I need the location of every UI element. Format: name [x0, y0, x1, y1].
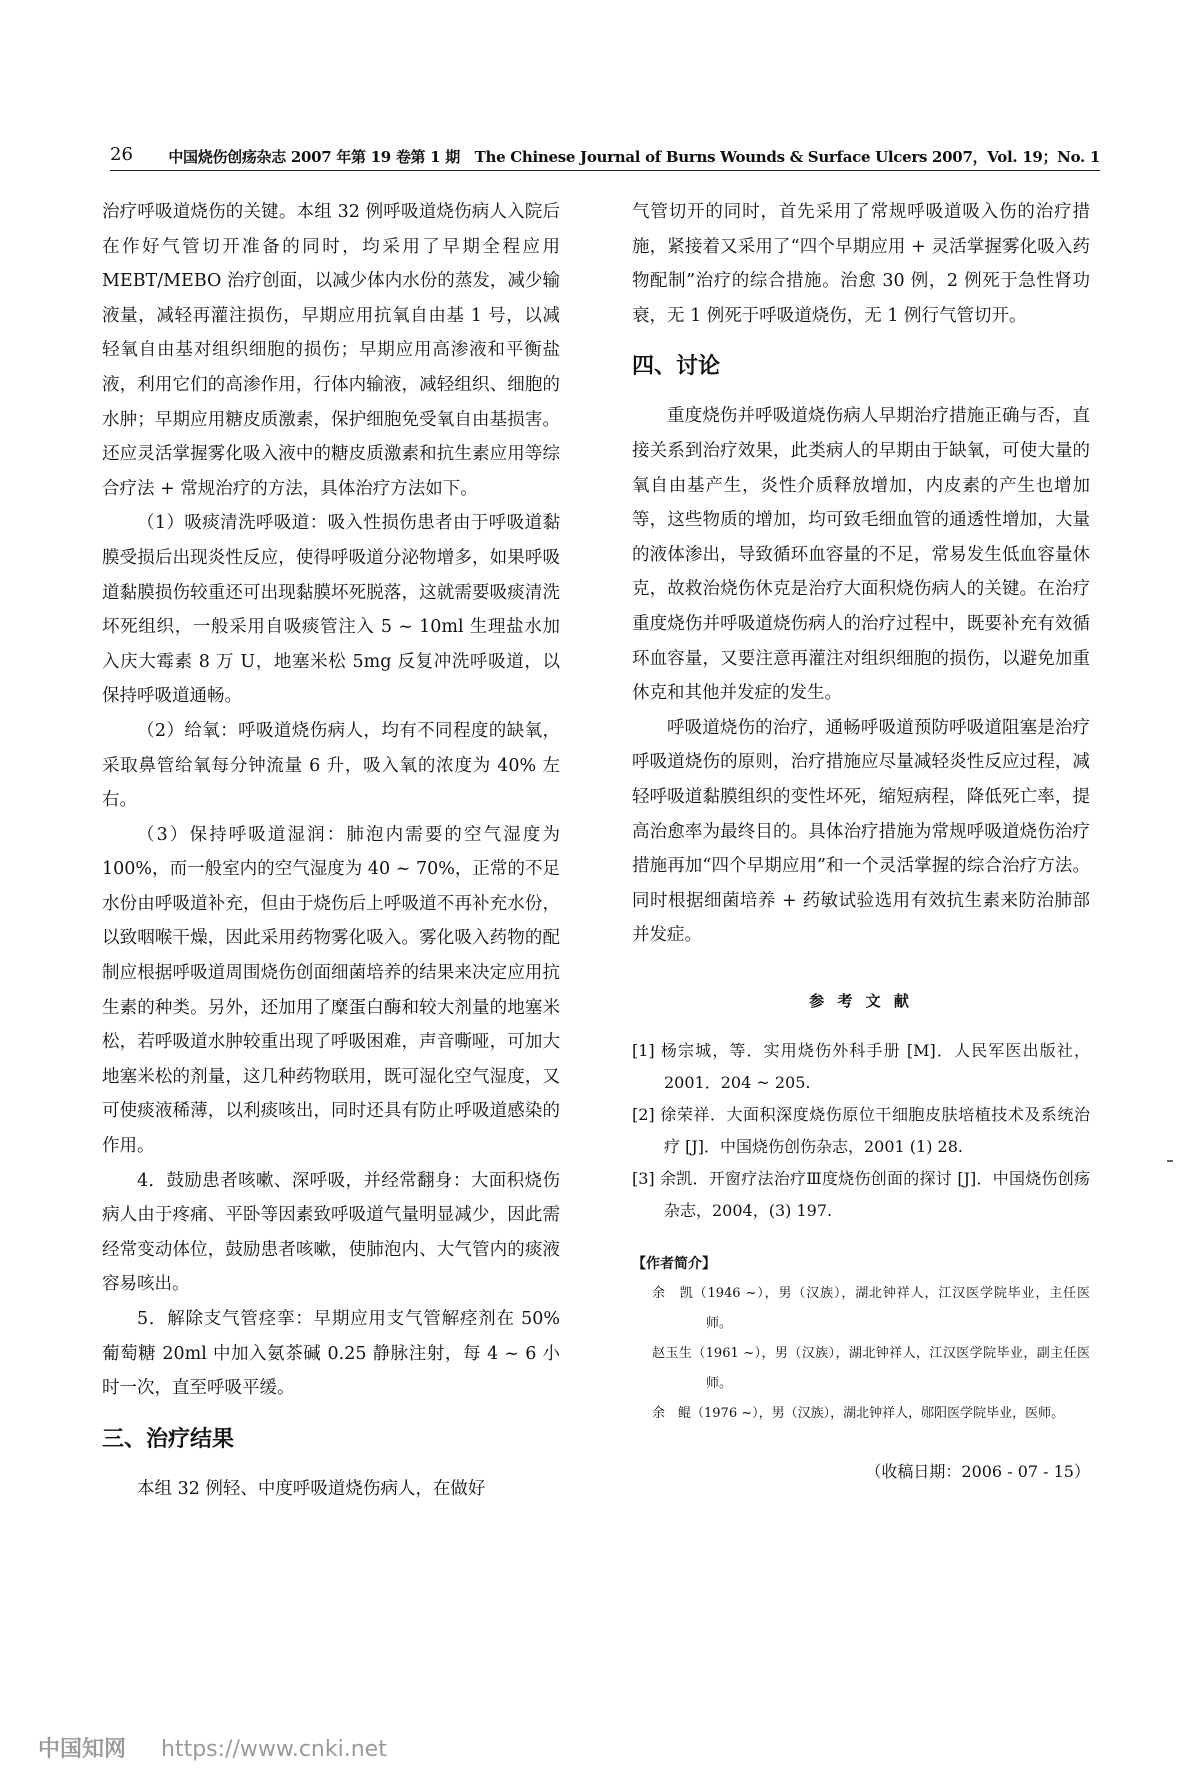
right-p-2: 重度烧伤并呼吸道烧伤病人早期治疗措施正确与否，直接关系到治疗效果，此类病人的早期由于缺氧，可使大量的氧自由基产生，炎性介质释放增加，内皮素的产生也增加等，这些物质的增加，均可致毛细血管的通透性增加，大量的液体渗出，导致循环血容量的不足，常易发生低血容量休克，故救治烧伤休克是治疗大面积烧伤病人的关键。在治疗重度烧伤并呼吸道烧伤病人的治疗过程中，既要补充有效循环血容量，又要注意再灌注对组织细胞的损伤，以避免加重休克和其他并发症的发生。 [632, 406, 1090, 704]
cnki-logo: 中国知网 [38, 1737, 127, 1762]
left-p-4: 4．鼓励患者咳嗽、深呼吸，并经常翻身：大面积烧伤病人由于疼痛、平卧等因素致呼吸道气量明显减少，因此需经常变动体位，鼓励患者咳嗽，使肺泡内、大气管内的痰液容易咳出。 [102, 1170, 560, 1295]
left-p-2: （2）给氧：呼吸道烧伤病人，均有不同程度的缺氧，采取鼻管给氧每分钟流量 6 升，吸入氧的浓度为 40% 左右。 [102, 720, 560, 811]
right-received-12: （收稿日期：2006 - 07 - 15） [865, 1461, 1090, 1481]
left-p-1: （1）吸痰清洗呼吸道：吸入性损伤患者由于呼吸道黏膜受损后出现炎性反应，使得呼吸道分泌物增多，如果呼吸道黏膜损伤较重还可出现黏膜坏死脱落，这就需要吸痰清洗坏死组织，一般采用自吸痰管注入 5 ~ 10ml 生理盐水加入庆大霉素 8 万 U，地塞米松 5mg 反复冲洗呼吸道，以保持呼吸道通畅。 [102, 513, 560, 707]
right-auth-head-8: 【作者简介】 [632, 1255, 716, 1272]
left-p-3: （3）保持呼吸道湿润：肺泡内需要的空气湿度为 100%，而一般室内的空气湿度为 40 ~ 70%，正常的不足水份由呼吸道补充，但由于烧伤后上呼吸道不再补充水份，以致咽喉干燥，因此采用药物雾化吸入。雾化吸入药物的配制应根据呼吸道周围烧伤创面细菌培养的结果来决定应用抗生素的种类。另外，还加用了糜蛋白酶和较大剂量的地塞米松，若呼吸道水肿较重出现了呼吸困难，声音嘶哑，可加大地塞米松的剂量，这几种药物联用，既可湿化空气湿度，又可使痰液稀薄，以利痰咳出，同时还具有防止呼吸道感染的作用。 [102, 824, 560, 1157]
right-ref-7: [3] 余凯．开窗疗法治疗Ⅲ度烧伤创面的探讨 [J]．中国烧伤创疡杂志，2004，(3) 197. [632, 1168, 1090, 1220]
journal-title: 中国烧伤创疡杂志 2007 年第 19 卷第 1 期 The Chinese Journal of Burns Wounds & Surface Ulcers 2007，Vol. 19；No. 1 [168, 148, 1100, 166]
right-ref-5: [1] 杨宗城，等．实用烧伤外科手册 [M]．人民军医出版社，2001．204 ~ 205. [632, 1040, 1090, 1092]
cnki-url[interactable]: https://www.cnki.net [161, 1737, 387, 1762]
left-p-0: 治疗呼吸道烧伤的关键。本组 32 例呼吸道烧伤病人入院后在作好气管切开准备的同时，均采用了早期全程应用 MEBT/MEBO 治疗创面，以减少体内水份的蒸发，减少输液量，减轻再灌注损伤，早期应用抗氧自由基 1 号，以减轻氧自由基对组织细胞的损伤；早期应用高渗液和平衡盐液，利用它们的高渗作用，行体内输液，减轻组织、细胞的水肿；早期应用糖皮质激素，保护细胞免受氧自由基损害。还应灵活掌握雾化吸入液中的糖皮质激素和抗生素应用等综合疗法 + 常规治疗的方法，具体治疗方法如下。 [102, 202, 560, 499]
right-p-0: 气管切开的同时，首先采用了常规呼吸道吸入伤的治疗措施，紧接着又采用了“四个早期应用 + 灵活掌握雾化吸入药物配制”治疗的综合措施。治愈 30 例，2 例死于急性肾功衰，无 1 例死于呼吸道烧伤，无 1 例行气管切开。 [632, 202, 1090, 326]
left-sec-6: 三、治疗结果 [102, 1426, 235, 1452]
right-auth-9: 余 凯（1946 ~），男（汉族），湖北钟祥人，江汉医学院毕业，主任医师。 [652, 1285, 1090, 1331]
right-auth-11: 余 鲲（1976 ~），男（汉族），湖北钟祥人，郧阳医学院毕业，医师。 [652, 1405, 1065, 1421]
left-p-5: 5．解除支气管痉挛：早期应用支气管解痉剂在 50% 葡萄糖 20ml 中加入氨茶碱 0.25 静脉注射，每 4 ~ 6 小时一次，直至呼吸平缓。 [102, 1309, 560, 1399]
right-column [632, 195, 1090, 1489]
right-refs-title-4: 参 考 文 献 [809, 991, 913, 1010]
running-header [110, 140, 1100, 171]
left-column [102, 195, 560, 1506]
right-p-3: 呼吸道烧伤的治疗，通畅呼吸道预防呼吸道阻塞是治疗呼吸道烧伤的原则，治疗措施应尽量减轻炎性反应过程，减轻呼吸道黏膜组织的变性坏死，缩短病程，降低死亡率，提高治愈率为最终目的。具体治疗措施为常规呼吸道烧伤治疗措施再加“四个早期应用”和一个灵活掌握的综合治疗方法。同时根据细菌培养 + 药敏试验选用有效抗生素来防治肺部并发症。 [632, 717, 1090, 946]
footer-watermark [38, 1732, 387, 1763]
scan-mark [1167, 1160, 1173, 1162]
right-ref-6: [2] 徐荣祥．大面积深度烧伤原位干细胞皮肤培植技术及系统治疗 [J]．中国烧伤创伤杂志，2001 (1) 28. [632, 1104, 1090, 1156]
right-auth-10: 赵玉生（1961 ~），男（汉族），湖北钟祥人，江汉医学院毕业，副主任医师。 [652, 1345, 1090, 1391]
left-p-7: 本组 32 例轻、中度呼吸道烧伤病人，在做好 [137, 1478, 486, 1499]
right-sec-1: 四、讨论 [632, 354, 721, 380]
page-number: 26 [110, 144, 133, 165]
